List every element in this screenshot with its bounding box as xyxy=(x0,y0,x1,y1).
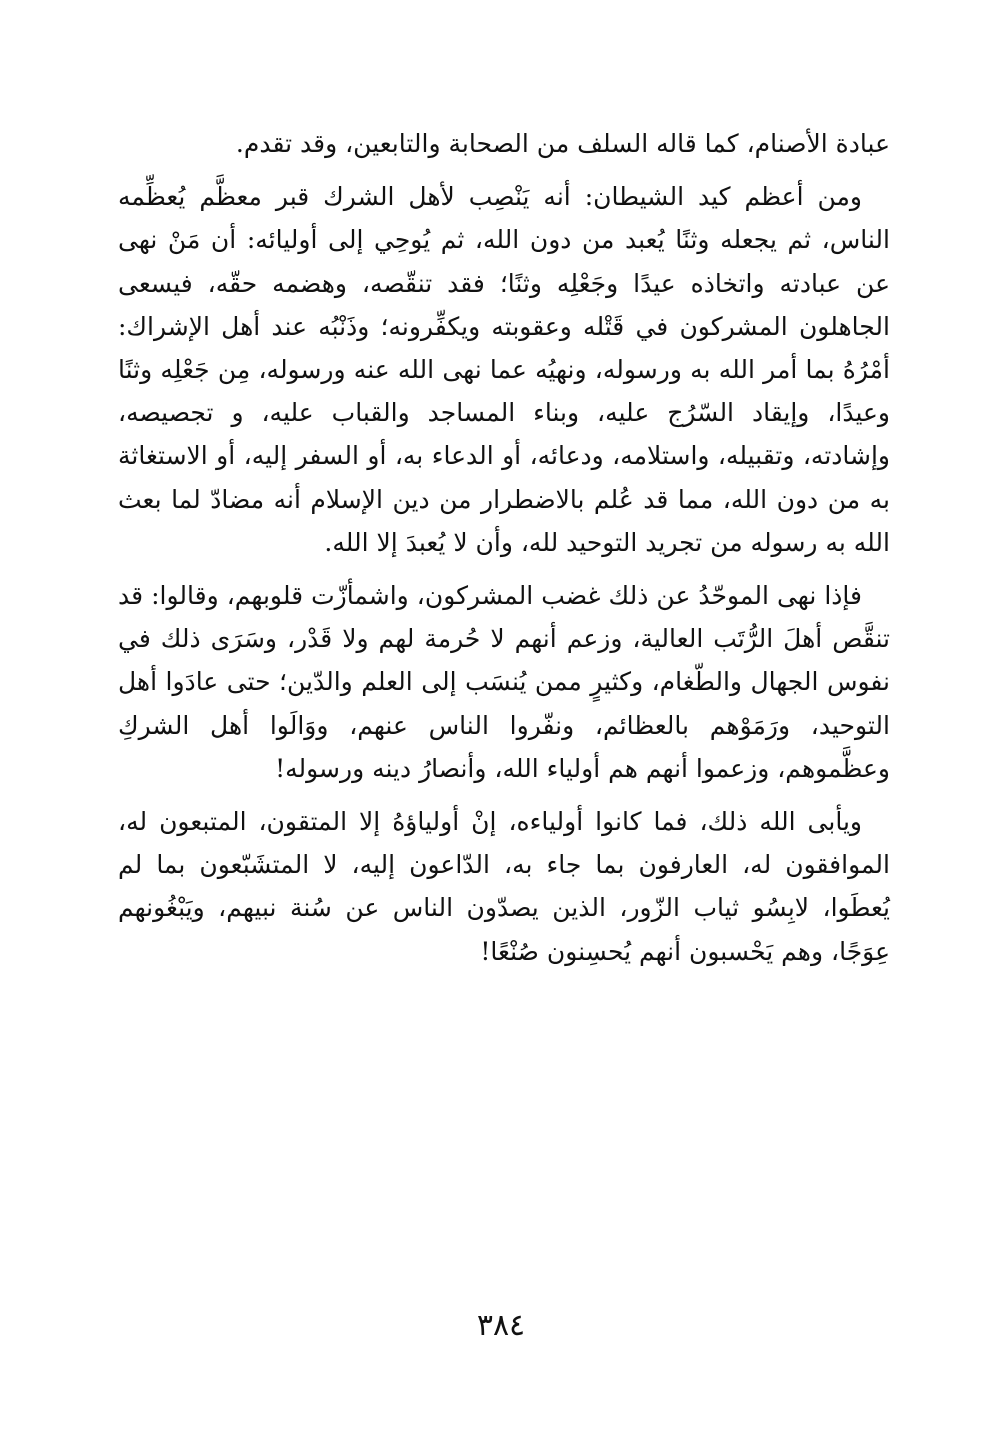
paragraph-monotheist-forbids: فإذا نهى الموحّدُ عن ذلك غضب المشركون، واشمأزّت قلوبهم، وقالوا: قد تنقَّص أهلَ الرُّتَب العالية، وزعم أنهم لا حُرمة لهم ولا قَدْر، وسَرَى ذلك في نفوس الجهال والطّغام، وكثيرٍ ممن يُنسَب إلى العلم والدّين؛ حتى عادَوا أهل التوحيد، ورَمَوْهم بالعظائم، ونفّروا الناس عنهم، ووَالَوا أهل الشركِ وعظَّموهم، وزعموا أنهم هم أولياء الله، وأنصارُ دينه ورسوله! xyxy=(118,581,890,783)
paragraph-allah-refuses: ويأبى الله ذلك، فما كانوا أولياءه، إنْ أولياؤهُ إلا المتقون، المتبعون له، الموافقون له، العارفون بما جاء به، الدّاعون إليه، لا المتشَبّعون بما لم يُعطَوا، لابِسُو ثياب الزّور، الذين يصدّون الناس عن سُنة نبيهم، ويَبْغُونهم عِوَجًا، وهم يَحْسبون أنهم يُحسِنون صُنْعًا! xyxy=(118,807,890,966)
page-number: ٣٨٤ xyxy=(476,1308,526,1343)
body-text xyxy=(118,122,890,973)
paragraph-continuation: عبادة الأصنام، كما قاله السلف من الصحابة والتابعين، وقد تقدم. xyxy=(235,129,890,158)
paragraph-satan-plot: ومن أعظم كيد الشيطان: أنه يَنْصِب لأهل الشرك قبر معظَّم يُعظِّمه الناس، ثم يجعله وثنًا يُعبد من دون الله، ثم يُوحِي إلى أوليائه: أن مَنْ نهى عن عبادته واتخاذه عيدًا وجَعْلِه وثنًا؛ فقد تنقّصه، وهضمه حقّه، فيسعى الجاهلون المشركون في قَتْله وعقوبته ويكفِّرونه؛ وذَنْبُه عند أهل الإشراك: أمْرُهُ بما أمر الله به ورسوله، ونهيُه عما نهى الله عنه ورسوله، مِن جَعْلِه وثنًا وعيدًا، وإيقاد السّرُج عليه، وبناء المساجد والقباب عليه، و تجصيصه، وإشادته، وتقبيله، واستلامه، ودعائه، أو الدعاء به، أو السفر إليه، أو الاستغاثة به من دون الله، مما قد عُلم بالاضطرار من دين الإسلام أنه مضادّ لما بعث الله به رسوله من تجريد التوحيد لله، وأن لا يُعبدَ إلا الله. xyxy=(118,182,890,557)
